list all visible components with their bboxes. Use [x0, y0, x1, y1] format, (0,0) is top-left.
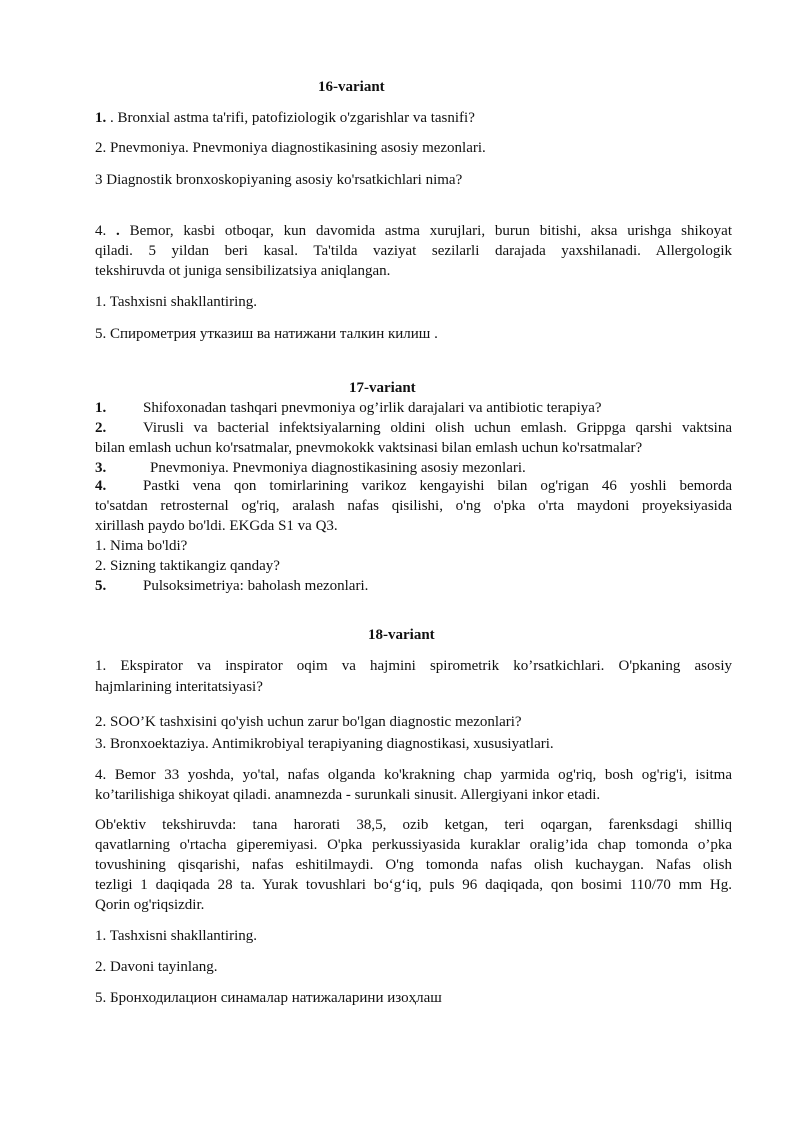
- v17-q3-number: 3.: [95, 460, 107, 476]
- v18-question-5: 5. Бронходилацион синамалар натижаларини изоҳлаш: [95, 990, 442, 1006]
- v18-task-2: 2. Davoni tayinlang.: [95, 959, 218, 975]
- v18-objective-line-1: Ob'ektiv tekshiruvda: tana harorati 38,5, ozib ketgan, teri oqargan, farenksdagi shilliq: [95, 817, 732, 833]
- v18-objective-line-5: Qorin og'riqsizdir.: [95, 897, 205, 913]
- v16-question-1: [95, 108, 475, 128]
- v18-objective-line-4: tezligi 1 daqiqada 28 ta. Yurak tovushlari bo‘g‘iq, puls 96 daqiqada, qon bosimi 110/70 mm Hg.: [95, 877, 732, 893]
- v17-subquestion-1: 1. Nima bo'ldi?: [95, 538, 188, 554]
- v17-q2-number: 2.: [95, 420, 107, 436]
- v16-q1-text: . Bronxial astma ta'rifi, patofiziologik o'zgarishlar va tasnifi?: [106, 110, 475, 126]
- v18-question-1-line-1: 1. Ekspirator va inspirator oqim va hajmini spirometrik ko’rsatkichlari. O'pkaning asosiy: [95, 658, 732, 674]
- v18-question-3: 3. Bronxoektaziya. Antimikrobiyal terapiyaning diagnostikasi, xususiyatlari.: [95, 736, 554, 752]
- v16-q4-text-1: Bemor, kasbi otboqar, kun davomida astma xurujlari, burun bitishi, aksa urishga shikoyat: [129, 223, 733, 239]
- v16-q1-number: 1.: [95, 110, 107, 126]
- v16-question-4-line-1: [95, 221, 732, 241]
- v16-q4-number: 4.: [95, 223, 107, 239]
- v17-question-4-line-3: xirillash paydo bo'ldi. EKGda S1 va Q3.: [95, 518, 338, 534]
- v17-q1-number: 1.: [95, 400, 107, 416]
- v17-question-4-line-1: Pastki vena qon tomirlarining varikoz kengayishi bilan og'rigan 46 yoshli bemorda: [143, 478, 732, 494]
- v16-question-3: 3 Diagnostik bronxoskopiyaning asosiy ko'rsatkichlari nima?: [95, 172, 463, 188]
- v16-question-5: 5. Спирометрия утказиш ва натижани талкин килиш .: [95, 326, 438, 342]
- v18-question-4-line-2: ko’tarilishiga shikoyat qiladi. anamnezda - surunkali sinusit. Allergiyani inkor etadi.: [95, 787, 601, 803]
- v17-question-5: Pulsoksimetriya: baholash mezonlari.: [143, 578, 369, 594]
- variant-18-title: 18-variant: [368, 627, 435, 643]
- v16-question-4-line-2: qiladi. 5 yildan beri kasal. Ta'tilda vaziyat sezilarli darajada yaxshilanadi. Allergologik: [95, 243, 732, 259]
- v16-q4-dot: .: [106, 223, 120, 239]
- v17-question-2-line-2: bilan emlash uchun ko'rsatmalar, pnevmokokk vaktsinasi bilan emlash uchun ko'rsatmalar?: [95, 440, 643, 456]
- v16-question-4-line-3: tekshiruvda ot juniga sensibilizatsiya aniqlangan.: [95, 263, 391, 279]
- variant-17-title: 17-variant: [349, 380, 416, 396]
- v18-objective-line-3: tovushining qisqarishi, nafas eshitilmaydi. O'ng tomonda nafas olish kuchaygan. Nafas olish: [95, 857, 732, 873]
- v17-question-3: Pnevmoniya. Pnevmoniya diagnostikasining asosiy mezonlari.: [150, 460, 526, 476]
- v18-question-2: 2. SOO’K tashxisini qo'yish uchun zarur bo'lgan diagnostic mezonlari?: [95, 714, 522, 730]
- v18-objective-line-2: qavatlarning o'rtacha giperemiyasi. O'pka perkussiyasida kuraklar oralig’ida chap tomonda o’pka: [95, 837, 732, 853]
- v18-question-1-line-2: hajmlarining interitatsiyasi?: [95, 679, 263, 695]
- v17-question-4-line-2: to'satdan retrosternal og'riq, aralash nafas qisilishi, o'ng o'pka o'rta maydoni proyeksiyasida: [95, 498, 732, 514]
- v17-q5-number: 5.: [95, 578, 107, 594]
- v18-question-4-line-1: 4. Bemor 33 yoshda, yo'tal, nafas olganda ko'krakning chap yarmida og'riq, bosh og'rig'i, isitma: [95, 767, 732, 783]
- v17-subquestion-2: 2. Sizning taktikangiz qanday?: [95, 558, 280, 574]
- v17-question-2-line-1: Virusli va bacterial infektsiyalarning oldini olish uchun emlash. Grippga qarshi vaktsina: [143, 420, 732, 436]
- v16-question-2: 2. Pnevmoniya. Pnevmoniya diagnostikasining asosiy mezonlari.: [95, 140, 486, 156]
- variant-16-title: 16-variant: [318, 79, 385, 95]
- v17-q4-number: 4.: [95, 478, 107, 494]
- v17-question-1: Shifoxonadan tashqari pnevmoniya og’irlik darajalari va antibiotic terapiya?: [143, 400, 602, 416]
- v18-task-1: 1. Tashxisni shakllantiring.: [95, 928, 257, 944]
- v16-task-1: 1. Tashxisni shakllantiring.: [95, 294, 257, 310]
